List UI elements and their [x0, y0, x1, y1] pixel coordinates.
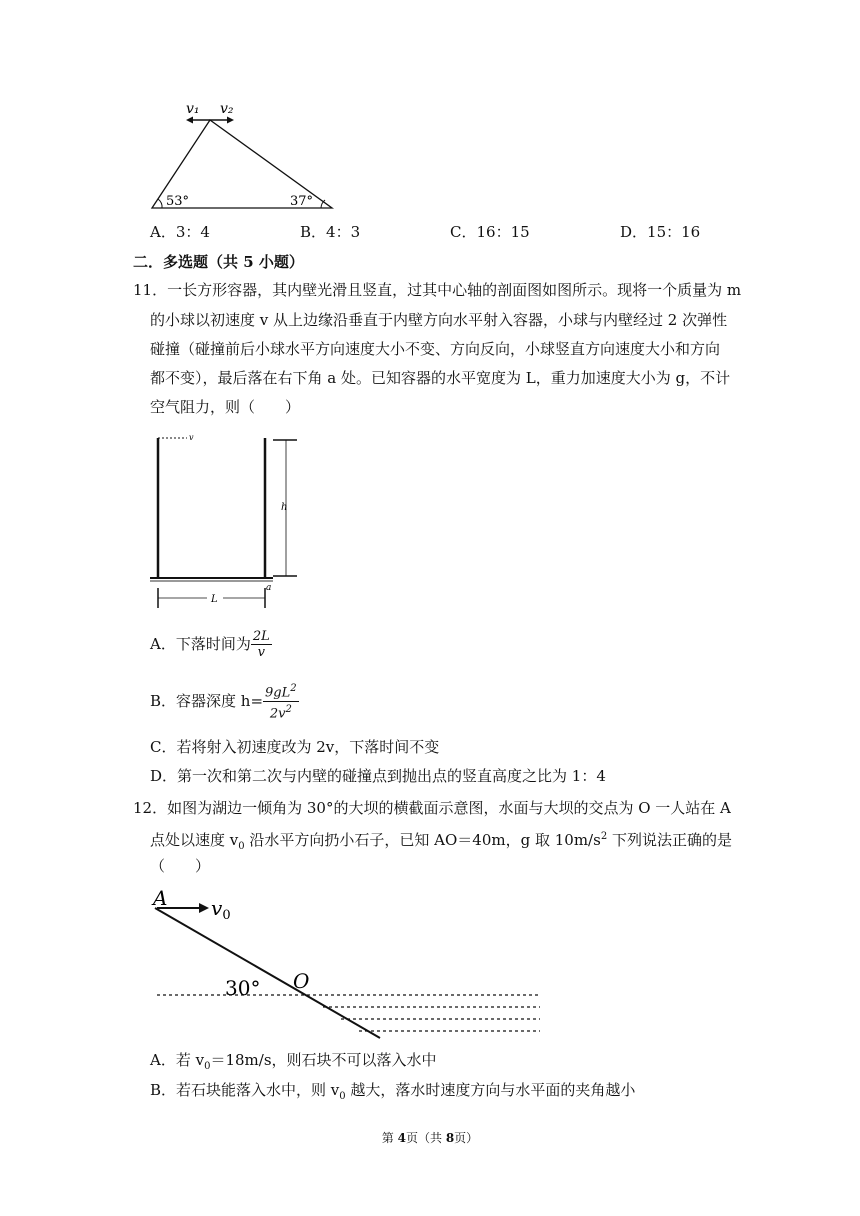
v-label: v	[189, 433, 194, 442]
q11-line-3: 碰撞（碰撞前后小球水平方向速度大小不变、方向反向，小球竖直方向速度大小和方向	[150, 340, 721, 358]
fraction-numerator: $9gL^2$	[265, 683, 297, 701]
q12-option-b[interactable]: B．若石块能落入水中，则 $v_0$ 越大，落水时速度方向与水平面的夹角越小	[150, 1081, 636, 1102]
section-heading: 二．多选题（共 5 小题）	[133, 253, 304, 271]
point-O-label: O	[293, 969, 310, 993]
q11-line-4: 都不变），最后落在右下角 a 处。已知容器的水平宽度为 L，重力加速度大小为 g，不计	[150, 369, 731, 387]
triangle-velocity-figure	[140, 98, 340, 213]
h-label: h	[281, 502, 288, 513]
container-figure	[145, 428, 305, 613]
point-A-label: A	[153, 886, 168, 910]
q12-option-a[interactable]: A．若 $v_0=18m/s$，则石块不可以落入水中	[150, 1051, 437, 1072]
page-footer: 第 4页（共 8页）	[381, 1131, 479, 1145]
q12-line-2: 点处以速度 $v_0$ 沿水平方向扔小石子，已知 AO＝40m，g 取 $10m/s^2$ 下列说法正确的是	[150, 831, 732, 852]
fraction-2L-over-v	[251, 629, 272, 660]
q10-option-b[interactable]: B．4：3	[300, 223, 361, 241]
a-label: a	[266, 583, 272, 593]
q11-option-c[interactable]: C．若将射入初速度改为 2v，下落时间不变	[150, 738, 440, 756]
q11-line-5: 空气阻力，则（ ）	[150, 398, 301, 416]
angle-37-label: 37°	[290, 194, 314, 209]
q12-line-3: （ ）	[150, 857, 211, 875]
L-label: L	[211, 594, 218, 605]
fraction-denominator: v	[257, 644, 265, 660]
q11-line-2: 的小球以初速度 v 从上边缘沿垂直于内壁方向水平射入容器，小球与内壁经过 2 次弹性	[150, 311, 728, 329]
angle-30-label: 30°	[225, 976, 261, 1000]
q12-line-1: 12．如图为湖边一倾角为 30°的大坝的横截面示意图，水面与大坝的交点为 O 一人站在 A	[133, 799, 731, 817]
v1-label: v₁	[186, 101, 200, 117]
page-number: 4	[397, 1131, 406, 1145]
fraction-numerator: 2L	[252, 628, 270, 644]
q10-option-d[interactable]: D．15：16	[620, 223, 701, 241]
q10-option-c[interactable]: C．16：15	[450, 223, 530, 241]
angle-53-label: 53°	[166, 194, 190, 209]
dam-figure	[145, 885, 545, 1050]
q11-line-1: 11．一长方形容器，其内壁光滑且竖直，过其中心轴的剖面图如图所示。现将一个质量为 m	[133, 281, 742, 299]
q11-option-a[interactable]	[150, 624, 272, 664]
q11-option-d[interactable]: D．第一次和第二次与内壁的碰撞点到抛出点的竖直高度之比为 1：4	[150, 767, 606, 785]
fraction-denominator: $2v^2$	[269, 703, 292, 721]
total-pages: 8	[445, 1131, 455, 1145]
q10-option-a[interactable]: A．3：4	[150, 223, 210, 241]
fraction-depth	[263, 681, 299, 721]
q11-option-b-text: B．容器深度 h=	[150, 692, 264, 710]
q11-option-a-text: A．下落时间为	[150, 635, 251, 653]
q11-option-b[interactable]	[150, 678, 299, 724]
v2-label: v₂	[220, 101, 234, 117]
v0-label: $v_0$	[211, 896, 231, 923]
